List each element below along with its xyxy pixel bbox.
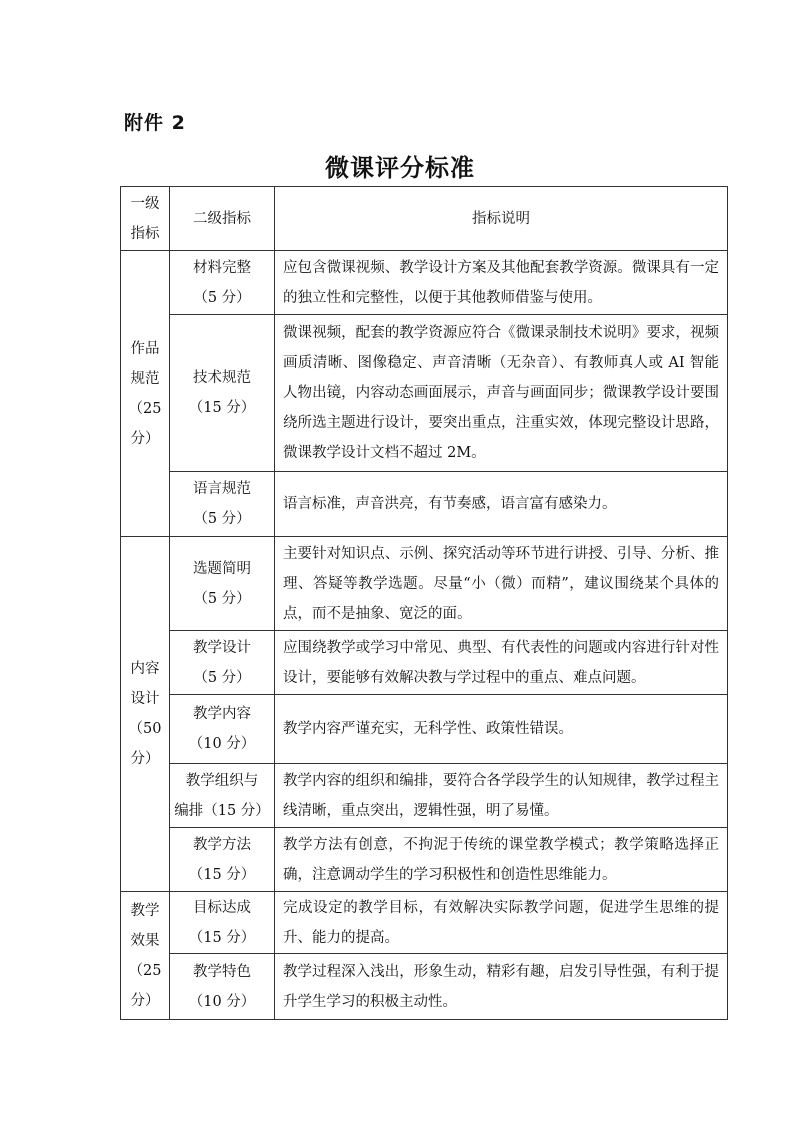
group-name-line: 教学 — [130, 902, 160, 919]
item-name-cell — [170, 695, 275, 764]
table-row — [121, 631, 728, 695]
item-score: （5 分） — [193, 669, 251, 686]
item-name-cell — [170, 537, 275, 631]
item-score: （15 分） — [188, 929, 256, 946]
attachment-label: 附件 2 — [124, 112, 186, 134]
header-primary-line2: 指标 — [130, 225, 160, 242]
group-name-cell — [121, 251, 170, 537]
table-row — [121, 828, 728, 892]
group-name-line: （25 — [128, 962, 162, 979]
item-name: 材料完整 — [193, 259, 251, 276]
table-row — [121, 764, 728, 828]
table-row — [121, 537, 728, 631]
item-score: （15 分） — [188, 866, 256, 883]
item-name: 教学内容 — [193, 706, 251, 722]
item-name: 技术规范 — [193, 370, 251, 386]
table-row — [121, 315, 728, 472]
header-secondary-indicator: 二级指标 — [170, 187, 275, 251]
item-description: 教学内容严谨充实，无科学性、政策性错误。 — [275, 695, 728, 764]
item-score: （5 分） — [193, 590, 251, 607]
item-description: 教学过程深入浅出，形象生动，精彩有趣，启发引导性强，有利于提升学生学习的积极主动性。 — [275, 954, 728, 1020]
table-row — [121, 892, 728, 954]
page-title: 微课评分标准 — [325, 154, 475, 182]
item-description: 语言标准，声音洪亮，有节奏感，语言富有感染力。 — [275, 472, 728, 537]
item-score: （10 分） — [188, 736, 256, 752]
item-score: （10 分） — [188, 993, 256, 1010]
item-description: 教学内容的组织和编排，要符合各学段学生的认知规律，教学过程主线清晰，重点突出，逻辑性强，明了易懂。 — [275, 764, 728, 828]
item-name: 教学设计 — [193, 639, 251, 656]
header-primary-line1: 一级 — [130, 195, 160, 212]
item-name-cell — [170, 251, 275, 315]
item-name: 语言规范 — [193, 481, 251, 497]
item-name: 教学方法 — [193, 836, 251, 853]
item-description: 教学方法有创意，不拘泥于传统的课堂教学模式；教学策略选择正确，注意调动学生的学习积极性和创造性思维能力。 — [275, 828, 728, 892]
group-name-cell — [121, 892, 170, 1020]
group-name-line: （50 — [128, 721, 162, 737]
group-name-line: 分） — [130, 751, 160, 767]
item-name-cell — [170, 631, 275, 695]
item-name: 选题简明 — [193, 560, 251, 577]
table-header-row — [121, 187, 728, 251]
table-row — [121, 695, 728, 764]
group-name-line: 规范 — [130, 370, 160, 387]
group-name-cell — [121, 537, 170, 892]
group-name-line: 分） — [130, 430, 160, 447]
item-name-cell — [170, 892, 275, 954]
table-row — [121, 472, 728, 537]
item-score: （5 分） — [193, 511, 251, 527]
item-name: 教学特色 — [193, 963, 251, 980]
item-description: 应包含微课视频、教学设计方案及其他配套教学资源。微课具有一定的独立性和完整性，以便于其他教师借鉴与使用。 — [275, 251, 728, 315]
item-name: 目标达成 — [193, 899, 251, 916]
item-score: （15 分） — [188, 400, 256, 416]
group-name-line: 作品 — [130, 340, 160, 357]
group-name-line: 效果 — [130, 932, 160, 949]
table-row — [121, 251, 728, 315]
group-name-line: 分） — [130, 992, 160, 1009]
table-row — [121, 954, 728, 1020]
item-name-cell — [170, 315, 275, 472]
group-name-line: 设计 — [130, 691, 160, 707]
item-score: 编排（15 分） — [174, 802, 270, 819]
item-name: 教学组织与 — [185, 772, 259, 789]
group-name-line: （25 — [128, 400, 162, 417]
item-name-cell — [170, 954, 275, 1020]
item-name-cell — [170, 764, 275, 828]
item-name-cell — [170, 828, 275, 892]
item-description: 主要针对知识点、示例、探究活动等环节进行讲授、引导、分析、推理、答疑等教学选题。尽量“小（微）而精”，建议围绕某个具体的点，而不是抽象、宽泛的面。 — [275, 537, 728, 631]
item-description: 完成设定的教学目标，有效解决实际教学问题，促进学生思维的提升、能力的提高。 — [275, 892, 728, 954]
item-score: （5 分） — [193, 289, 251, 306]
item-description: 应围绕教学或学习中常见、典型、有代表性的问题或内容进行针对性设计，要能够有效解决教与学过程中的重点、难点问题。 — [275, 631, 728, 695]
item-name-cell — [170, 472, 275, 537]
group-name-line: 内容 — [130, 661, 160, 677]
header-primary-indicator — [121, 187, 170, 251]
item-description: 微课视频，配套的教学资源应符合《微课录制技术说明》要求，视频画质清晰、图像稳定、声音清晰（无杂音）、有教师真人或 AI 智能人物出镜，内容动态画面展示，声音与画面同步；微课教学设计要围绕所选主题进行设计，要突出重点，注重实效，体现完整设计思路，微课教学设计文档不超过 2M。 — [275, 315, 728, 472]
scoring-table — [120, 186, 728, 1020]
header-description: 指标说明 — [275, 187, 728, 251]
